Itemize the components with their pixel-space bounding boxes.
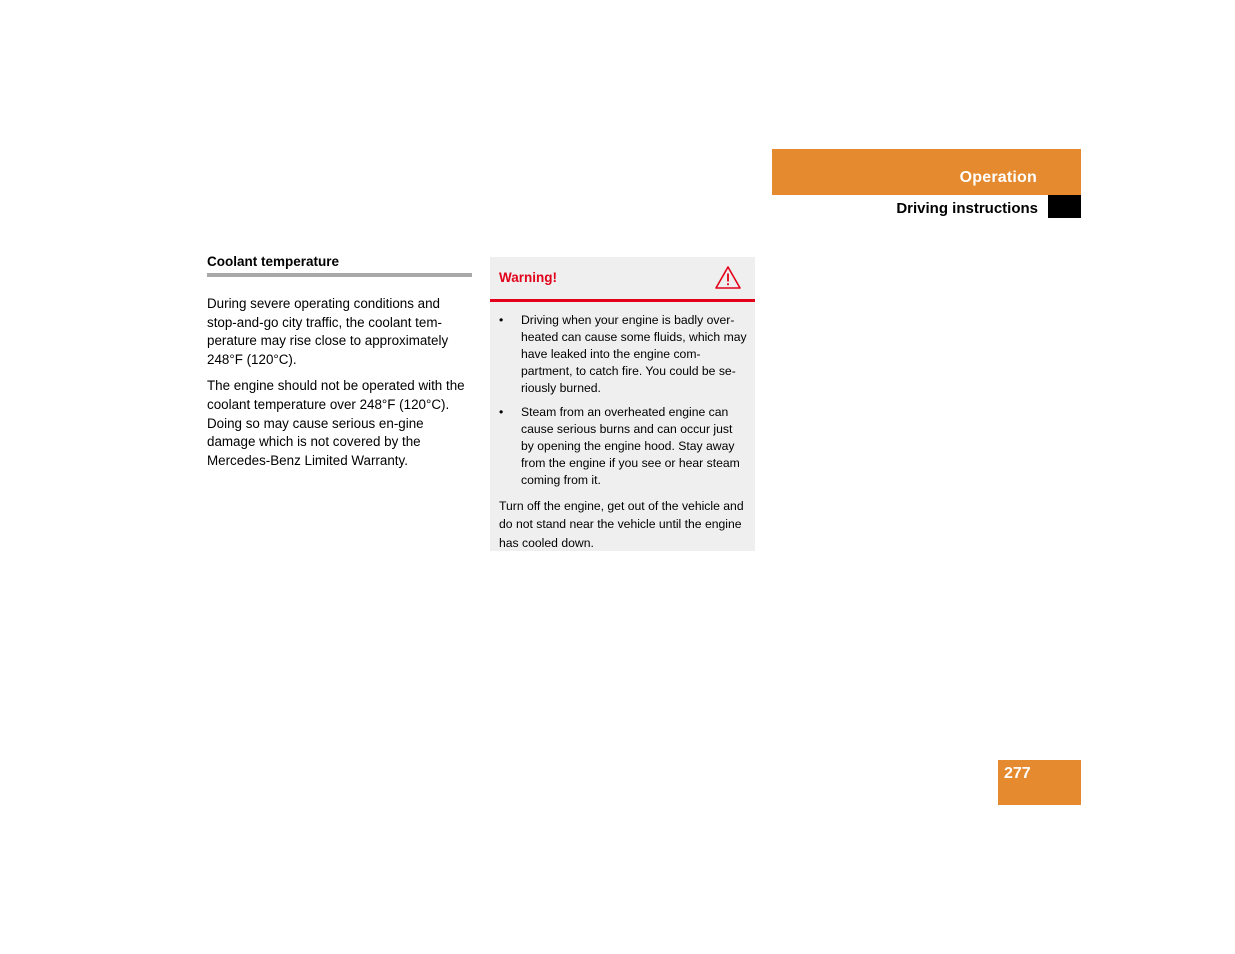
warning-header — [490, 257, 755, 302]
left-column — [207, 254, 472, 478]
subsection-title: Driving instructions — [896, 200, 1038, 217]
page-number-box — [998, 760, 1081, 805]
warning-box — [490, 257, 755, 551]
body-paragraph: The engine should not be operated with the coolant temperature over 248°F (120°C). Doing so may cause serious en-gine damage which is not covered by the Mercedes-Benz Limited Warranty. — [207, 378, 465, 468]
list-item-text: Steam from an overheated engine can cause serious burns and can occur just by opening the engine hood. Stay away from the engine if you see or hear steam coming from it. — [521, 405, 740, 487]
list-item — [499, 404, 747, 489]
warning-label: Warning! — [499, 270, 557, 285]
coolant-temperature-heading: Coolant temperature — [207, 254, 472, 277]
section-header-bar — [772, 149, 1081, 195]
body-paragraph: During severe operating conditions and stop-and-go city traffic, the coolant tem-perature may rise close to approximately 248°F (120°C). — [207, 296, 449, 367]
chapter-tab-marker — [1048, 195, 1081, 218]
section-title: Operation — [959, 169, 1037, 186]
list-item — [499, 312, 747, 397]
page-number: 277 — [1004, 765, 1031, 782]
warning-body — [490, 302, 755, 552]
bullet-icon: • — [499, 405, 504, 419]
warning-closing-text: Turn off the engine, get out of the vehicle and do not stand near the vehicle until the engine has cooled down. — [499, 499, 744, 550]
warning-triangle-icon — [714, 265, 742, 290]
list-item-text: Driving when your engine is badly over-heated can cause some fluids, which may have leaked into the engine com-partment, to catch fire. You could be se-riously burned. — [521, 313, 747, 395]
bullet-icon: • — [499, 313, 504, 327]
